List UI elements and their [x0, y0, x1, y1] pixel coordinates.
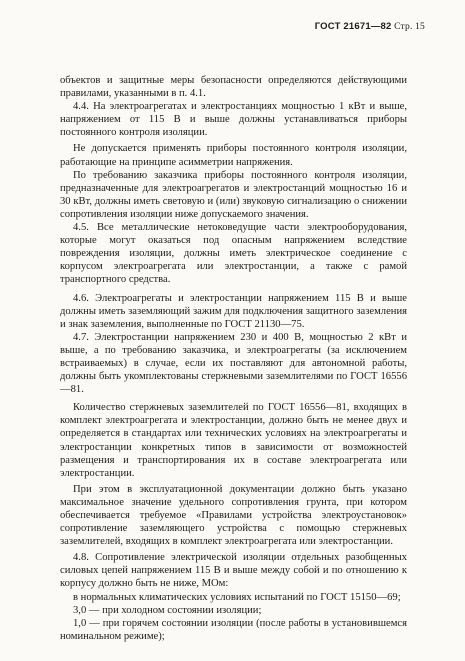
paragraph-4-4: 4.4. На электроагрегатах и электростанциях мощностью 1 кВт и выше, напряжением от 115 В и выше должны устанавливаться приборы постоянного контроля изоляции.	[60, 101, 407, 139]
paragraph-hot: 1,0 — при горячем состоянии изоляции (после работы в установившемся номинальном режиме);	[60, 617, 407, 642]
paragraph-documentation: При этом в эксплуатационной документации должно быть указано максимальное значение удельного сопротивления грунта, при котором обеспечивается требуемое «Правилами устройства электроустановок» сопротивление заземляющего устройства с помощью стержневых заземлителей, входящих в комплект электроагрегата или электростанции.	[60, 483, 407, 548]
paragraph-asymmetry: Не допускается применять приборы постоянного контроля изоляции, работающие на принципе асимметрии напряжения.	[60, 143, 407, 168]
paragraph-4-7: 4.7. Электростанции напряжением 230 и 400 В, мощностью 2 кВт и выше, а по требованию заказчика, и электроагрегаты (за исключением встраиваемых) в случае, если их поставляют для автономной работы, должны быть укомплектованы стержневыми заземлителями по ГОСТ 16556—81.	[60, 331, 407, 396]
paragraph-4-6: 4.6. Электроагрегаты и электростанции напряжением 115 В и выше должны иметь заземляющий зажим для подключения защитного заземления и знак заземления, выполненные по ГОСТ 21130—75.	[60, 292, 407, 330]
standard-number: ГОСТ 21671—82	[314, 21, 392, 32]
paragraph-signaling: По требованию заказчика приборы постоянного контроля изоляции, предназначенные для электроагрегатов и электростанций мощностью 16 и 30 кВт, должны иметь световую и (или) звуковую сигнализацию о снижении сопротивления изоляции ниже допускаемого значения.	[60, 169, 407, 220]
document-body	[60, 74, 407, 643]
page-header	[315, 21, 425, 32]
paragraph-4-5: 4.5. Все металлические нетоковедущие части электрооборудования, которые могут оказаться под опасным напряжением вследствие повреждения изоляции, должны иметь электрическое соединение с корпусом электроагрегата или электростанции, а также с рамой транспортного средства.	[60, 222, 407, 286]
paragraph-grounding-count: Количество стержневых заземлителей по ГОСТ 16556—81, входящих в комплект электроагрегата и электростанции, должно быть не менее двух и определяется в стандартах или технических условиях на электроагрегаты и электростанции конкретных типов в зависимости от возможностей размещения и транспортирования их в составе электроагрегата или электростанции.	[60, 402, 407, 479]
paragraph-continuation: объектов и защитные меры безопасности определяются действующими правилами, указанными в п. 4.1.	[60, 75, 407, 100]
paragraph-climate: в нормальных климатических условиях испытаний по ГОСТ 15150—69;	[73, 591, 401, 603]
page-number: Стр. 15	[394, 22, 425, 32]
paragraph-cold: 3,0 — при холодном состоянии изоляции;	[73, 604, 262, 616]
paragraph-4-8: 4.8. Сопротивление электрической изоляции отдельных разобщенных силовых цепей напряжением 115 В и выше между собой и по отношению к корпусу должно быть не ниже, МОм:	[60, 552, 407, 590]
